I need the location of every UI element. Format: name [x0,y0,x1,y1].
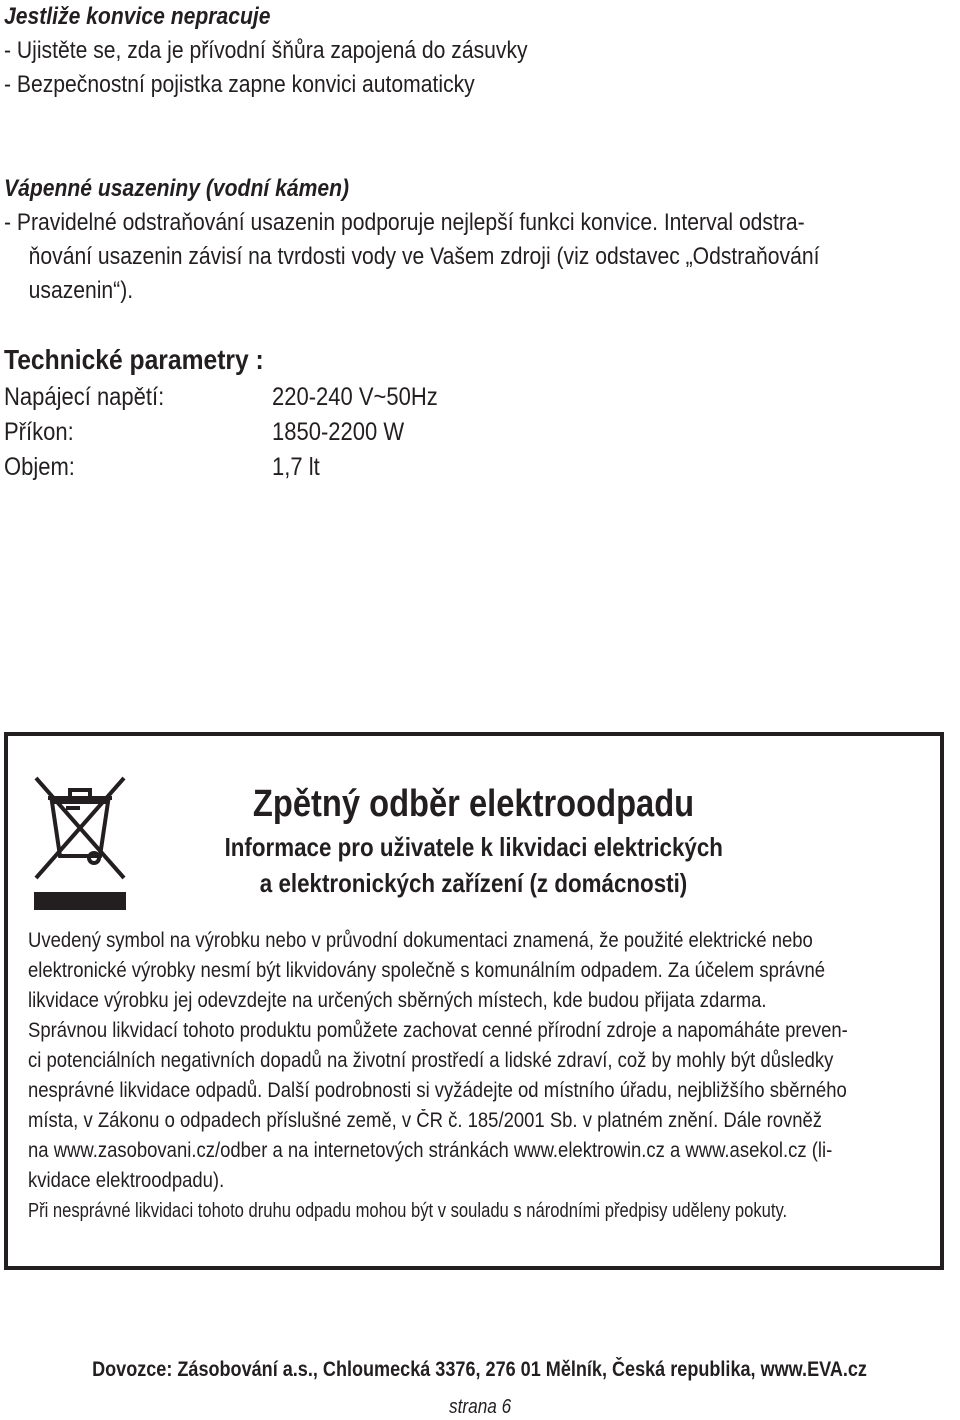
weee-notice-box [4,732,944,1270]
weee-body-line: ci potenciálních negativních dopadů na životní prostředí a lidské zdraví, což by mohly být důsledky [28,1049,834,1072]
spec-label: Objem: [4,453,75,481]
specs-heading: Technické parametry : [4,344,264,375]
spec-row [4,380,704,414]
weee-body-line: kvidace elektroodpadu). [28,1169,225,1192]
spec-label: Napájecí napětí: [4,383,165,411]
weee-body-line: Uvedený symbol na výrobku nebo v průvodní dokumentaci znamená, že použité elektrické nebo [28,929,813,952]
page-number: strana 6 [448,1396,512,1418]
troubleshoot-item: - Ujistěte se, zda je přívodní šňůra zapojená do zásuvky [4,37,528,64]
spec-row [4,415,704,449]
weee-body-line: elektronické výrobky nesmí být likvidovány společně s komunálním odpadem. Za účelem správné [28,959,826,982]
scale-text-line: usazenin“). [28,277,134,304]
troubleshoot-item: - Bezpečnostní pojistka zapne konvici automaticky [4,71,475,98]
spec-row [4,450,704,484]
troubleshoot-section [4,0,954,308]
weee-title: Zpětný odběr elektroodpadu [253,783,695,825]
weee-body-line: likvidace výrobku jej odevzdejte na určených sběrných místech, kde budou přijata zdarma. [28,989,767,1012]
spec-value: 1850-2200 W [272,418,405,446]
scale-heading: Vápenné usazeniny (vodní kámen) [4,175,350,202]
importer-footer [0,1356,960,1384]
spec-value: 220-240 V~50Hz [272,383,438,411]
weee-subtitle: a elektronických zařízení (z domácnosti) [260,868,688,898]
spec-value: 1,7 lt [272,453,320,481]
weee-subtitle: Informace pro uživatele k likvidaci elektrických [224,832,724,862]
weee-fine-note: Při nesprávné likvidaci tohoto druhu odpadu mohou být v souladu s národními předpisy uděleny pokuty. [28,1200,788,1222]
weee-body [28,926,928,1226]
importer-text: Dovozce: Zásobování a.s., Chloumecká 3376, 276 01 Mělník, Česká republika, www.EVA.cz [92,1358,868,1381]
scale-text-line: ňování usazenin závisí na tvrdosti vody ve Vašem zdroji (viz odstavec „Odstraňování [28,243,820,270]
weee-body-line: Správnou likvidací tohoto produktu pomůžete zachovat cenné přírodní zdroje a napomáháte preven- [28,1019,848,1042]
troubleshoot-heading: Jestliže konvice nepracuje [4,3,271,30]
weee-body-line: nesprávné likvidace odpadů. Další podrobnosti si vyžádejte od místního úřadu, nejbližšího sběrného [28,1079,847,1102]
spec-label: Příkon: [4,418,74,446]
weee-body-line: na www.zasobovani.cz/odber a na internetových stránkách www.elektrowin.cz a www.asekol.cz (li- [28,1139,833,1162]
scale-text-line: - Pravidelné odstraňování usazenin podporuje nejlepší funkci konvice. Interval odstra- [4,209,805,236]
weee-body-line: místa, v Zákonu o odpadech příslušné země, v ČR č. 185/2001 Sb. v platném znění. Dále rovněž [28,1109,823,1132]
